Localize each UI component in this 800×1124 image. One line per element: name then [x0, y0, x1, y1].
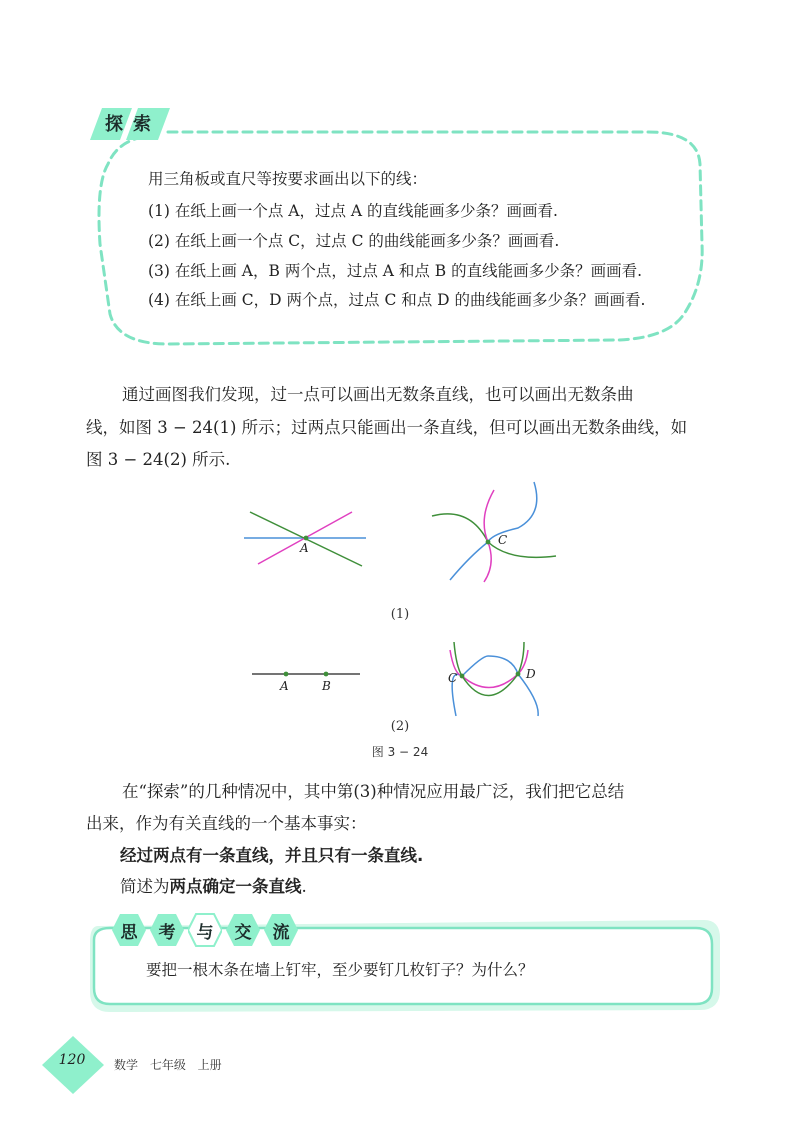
paragraph2-line-1: 在“探索”的几种情况中，其中第(3)种情况应用最广泛，我们把它总结: [122, 782, 625, 801]
point-a2-marker: [284, 672, 289, 677]
basic-fact: 经过两点有一条直线，并且只有一条直线.: [120, 846, 424, 865]
magenta-curve: [484, 490, 494, 582]
figure-1-lines-through-point: [244, 512, 366, 566]
think-chip-3: 与: [188, 913, 222, 947]
point-d2-marker: [516, 672, 521, 677]
short-statement: [120, 873, 307, 897]
figure-2-curves-through-two-points: [448, 642, 538, 716]
label-a-1: A: [300, 541, 309, 555]
paragraph1-line-2: 线，如图 3 − 24(1) 所示；过两点只能画出一条直线，但可以画出无数条曲线，如: [86, 418, 688, 437]
explore-title: 探索: [105, 114, 161, 135]
sub2-caption: (2): [390, 719, 410, 734]
think-chip-1: 思: [112, 913, 146, 947]
paragraph1-line-1: 通过画图我们发现，过一点可以画出无数条直线，也可以画出无数条曲: [122, 385, 634, 404]
think-chip-5: 流: [264, 913, 298, 947]
point-b2-marker: [324, 672, 329, 677]
label-c-1: C: [498, 533, 508, 547]
point-c-marker: [486, 540, 491, 545]
point-c2-marker: [460, 674, 465, 679]
explore-item-1: (1) 在纸上画一个点 A，过点 A 的直线能画多少条？画画看.: [148, 202, 558, 220]
figure-caption: 图 3 − 24: [371, 745, 429, 759]
think-question: 要把一根木条在墙上钉牢，至少要钉几枚钉子？为什么？: [146, 961, 534, 979]
label-c-2: C: [448, 671, 458, 685]
explore-intro: 用三角板或直尺等按要求画出以下的线：: [148, 170, 428, 188]
label-a-2: A: [280, 679, 289, 693]
paragraph1-line-3: 图 3 − 24(2) 所示.: [86, 450, 231, 469]
short-prefix: 简述为: [120, 877, 170, 896]
figure-3-24: [0, 470, 800, 770]
short-bold: 两点确定一条直线: [169, 877, 302, 896]
label-b-2: B: [322, 679, 331, 693]
explore-item-3: (3) 在纸上画 A，B 两个点，过点 A 和点 B 的直线能画多少条？画画看.: [148, 262, 643, 280]
explore-item-2: (2) 在纸上画一个点 C，过点 C 的曲线能画多少条？画画看.: [148, 232, 560, 250]
sub1-caption: (1): [390, 607, 410, 622]
label-d-2: D: [526, 667, 536, 681]
point-a-marker: [304, 536, 309, 541]
page-number: 120: [58, 1052, 86, 1068]
blue-curve: [450, 482, 537, 580]
blue-arch: [452, 656, 538, 716]
figure-2-line-through-two-points: [252, 672, 360, 693]
short-suffix: .: [301, 877, 307, 896]
paragraph2-line-2: 出来，作为有关直线的一个基本事实：: [86, 814, 367, 833]
think-chip-2: 考: [150, 913, 184, 947]
explore-item-4: (4) 在纸上画 C，D 两个点，过点 C 和点 D 的曲线能画多少条？画画看.: [148, 291, 646, 309]
think-chip-4: 交: [226, 913, 260, 947]
footer-book-title: 数学 七年级 上册: [114, 1058, 222, 1072]
figure-1-curves-through-point: [432, 482, 556, 582]
